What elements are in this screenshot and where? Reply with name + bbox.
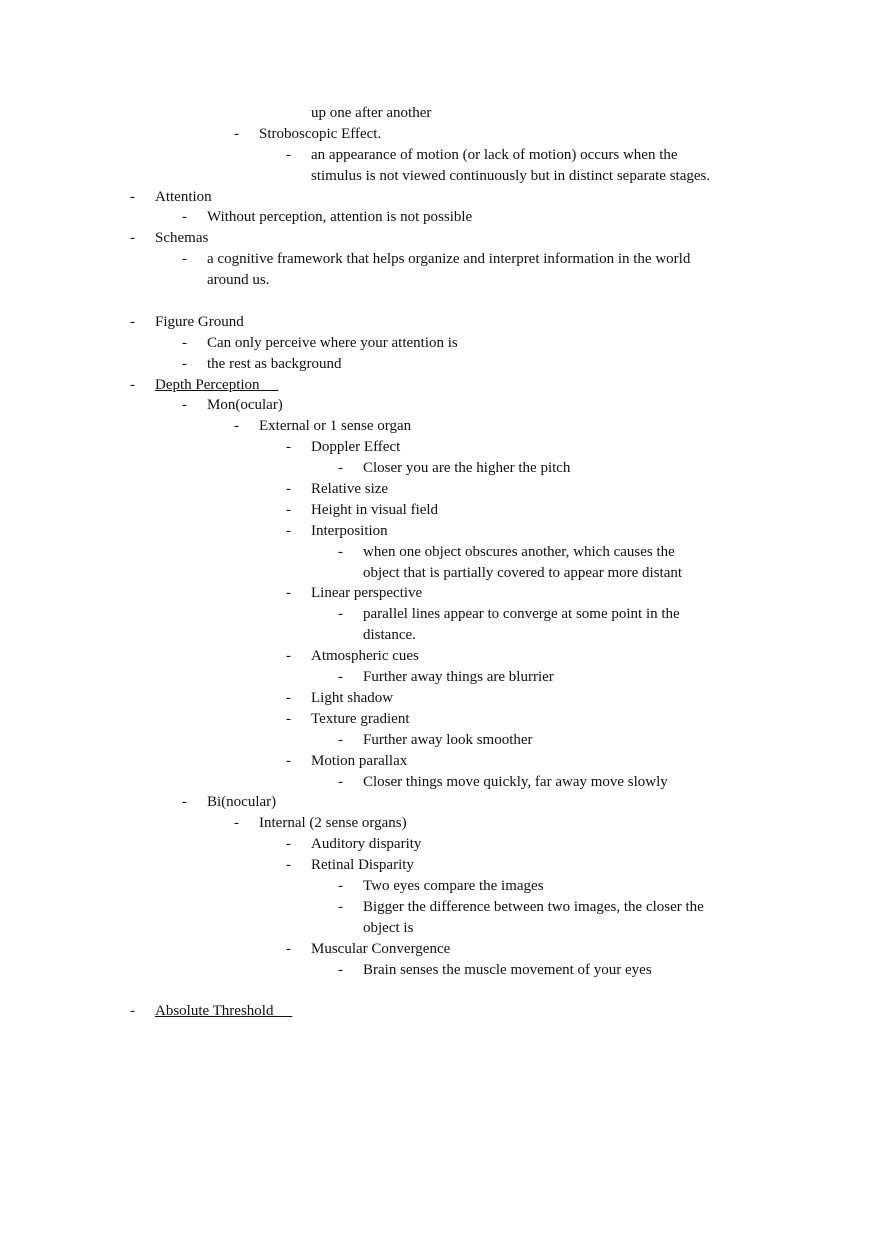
outline-text: a cognitive framework that helps organize and interpret information in the world [207,251,691,268]
outline-text: Schemas [155,230,209,247]
outline-text: Two eyes compare the images [363,877,544,894]
bullet-dash: - [286,501,291,518]
bullet-dash: - [338,669,343,686]
bullet-dash: - [182,397,187,414]
outline-text: Retinal Disparity [311,857,414,874]
bullet-dash: - [286,940,291,957]
outline-item [0,542,880,563]
outline-item [0,521,880,542]
outline-item [0,855,880,876]
bullet-dash: - [338,961,343,978]
outline-item [0,500,880,521]
outline-item [0,312,880,333]
outline-text: Texture gradient [311,710,410,727]
outline-text: Closer you are the higher the pitch [363,460,571,477]
bullet-dash: - [338,898,343,915]
bullet-dash: - [286,146,291,163]
bullet-dash: - [182,209,187,226]
outline-item [0,354,880,375]
section-heading: Depth Perception [155,376,260,393]
bullet-dash: - [286,689,291,706]
bullet-dash: - [130,313,135,330]
outline-item-continuation [0,563,880,584]
outline-text: around us. [207,272,270,289]
outline-item [0,103,880,124]
outline-item [0,395,880,416]
document-page [0,103,880,1022]
outline-item [0,709,880,730]
bullet-dash: - [286,522,291,539]
bullet-dash: - [286,585,291,602]
outline-text: Linear perspective [311,585,423,602]
outline-item [0,604,880,625]
bullet-dash: - [234,815,239,832]
bullet-dash: - [286,481,291,498]
outline-item [0,939,880,960]
section-heading: Absolute Threshold [155,1003,274,1020]
outline-text: Interposition [311,522,388,539]
outline-item [0,249,880,270]
bullet-dash: - [182,251,187,268]
outline-item [0,375,880,396]
outline-text: Height in visual field [311,501,439,518]
bullet-dash: - [286,648,291,665]
outline-item [0,792,880,813]
bullet-dash: - [182,794,187,811]
outline-text: the rest as background [207,355,342,372]
outline-text: Further away things are blurrier [363,669,554,686]
bullet-dash: - [234,125,239,142]
bullet-dash: - [234,418,239,435]
bullet-dash: - [130,230,135,247]
outline-item [0,479,880,500]
bullet-dash: - [338,877,343,894]
outline-item [0,897,880,918]
outline-item [0,145,880,166]
bullet-dash: - [182,334,187,351]
outline-item [0,187,880,208]
outline-text: Brain senses the muscle movement of your eyes [363,961,652,978]
bullet-dash: - [338,460,343,477]
outline-text: Auditory disparity [311,836,422,853]
bullet-dash: - [338,773,343,790]
outline-text: Attention [155,188,212,205]
outline-text: Further away look smoother [363,731,533,748]
outline-text: Relative size [311,481,389,498]
outline-text: an appearance of motion (or lack of motion) occurs when the [311,146,678,163]
outline-text: Muscular Convergence [311,940,451,957]
outline-text: Internal (2 sense organs) [259,815,407,832]
outline-text: Bigger the difference between two images, the closer the [363,898,704,915]
outline-item [0,813,880,834]
outline-text: parallel lines appear to converge at some point in the [363,606,680,623]
outline-text: object that is partially covered to appear more distant [363,564,683,581]
outline-item [0,730,880,751]
outline-item [0,458,880,479]
outline-item-continuation [0,166,880,187]
outline-text: Light shadow [311,689,394,706]
outline-item [0,333,880,354]
bullet-dash: - [130,376,135,393]
outline-item [0,876,880,897]
outline-item-continuation [0,625,880,646]
outline-text: stimulus is not viewed continuously but in distinct separate stages. [311,167,711,184]
outline-item [0,1001,880,1022]
outline-text: External or 1 sense organ [259,418,412,435]
bullet-dash: - [338,543,343,560]
bullet-dash: - [286,439,291,456]
outline-item [0,772,880,793]
bullet-dash: - [182,355,187,372]
outline-item [0,583,880,604]
outline-text: object is [363,919,414,936]
outline-text: Closer things move quickly, far away move slowly [363,773,668,790]
outline-text: Bi(nocular) [207,794,277,811]
bullet-dash: - [338,731,343,748]
outline-item [0,416,880,437]
outline-item [0,834,880,855]
outline-text: Can only perceive where your attention is [207,334,458,351]
outline-item [0,646,880,667]
outline-item [0,437,880,458]
outline-text: Figure Ground [155,313,244,330]
outline-item [0,207,880,228]
outline-text: when one object obscures another, which causes the [363,543,675,560]
outline-text: Without perception, attention is not possible [207,209,473,226]
outline-item [0,124,880,145]
outline-text: Motion parallax [311,752,408,769]
outline-item [0,228,880,249]
blank-line [0,980,880,1001]
outline-text: Atmospheric cues [311,648,419,665]
outline-text: Stroboscopic Effect. [259,125,382,142]
bullet-dash: - [286,857,291,874]
outline-text: up one after another [311,105,432,121]
bullet-dash: - [130,188,135,205]
bullet-dash: - [286,752,291,769]
outline-item-continuation [0,918,880,939]
outline-text: distance. [363,627,416,644]
outline-item [0,688,880,709]
outline-item-continuation [0,270,880,291]
outline-item [0,960,880,981]
outline-text: Mon(ocular) [207,397,283,414]
bullet-dash: - [130,1003,135,1020]
blank-line [0,291,880,312]
outline-text: Doppler Effect [311,439,401,456]
bullet-dash: - [338,606,343,623]
bullet-dash: - [286,710,291,727]
outline-item [0,751,880,772]
bullet-dash: - [286,836,291,853]
outline-item [0,667,880,688]
